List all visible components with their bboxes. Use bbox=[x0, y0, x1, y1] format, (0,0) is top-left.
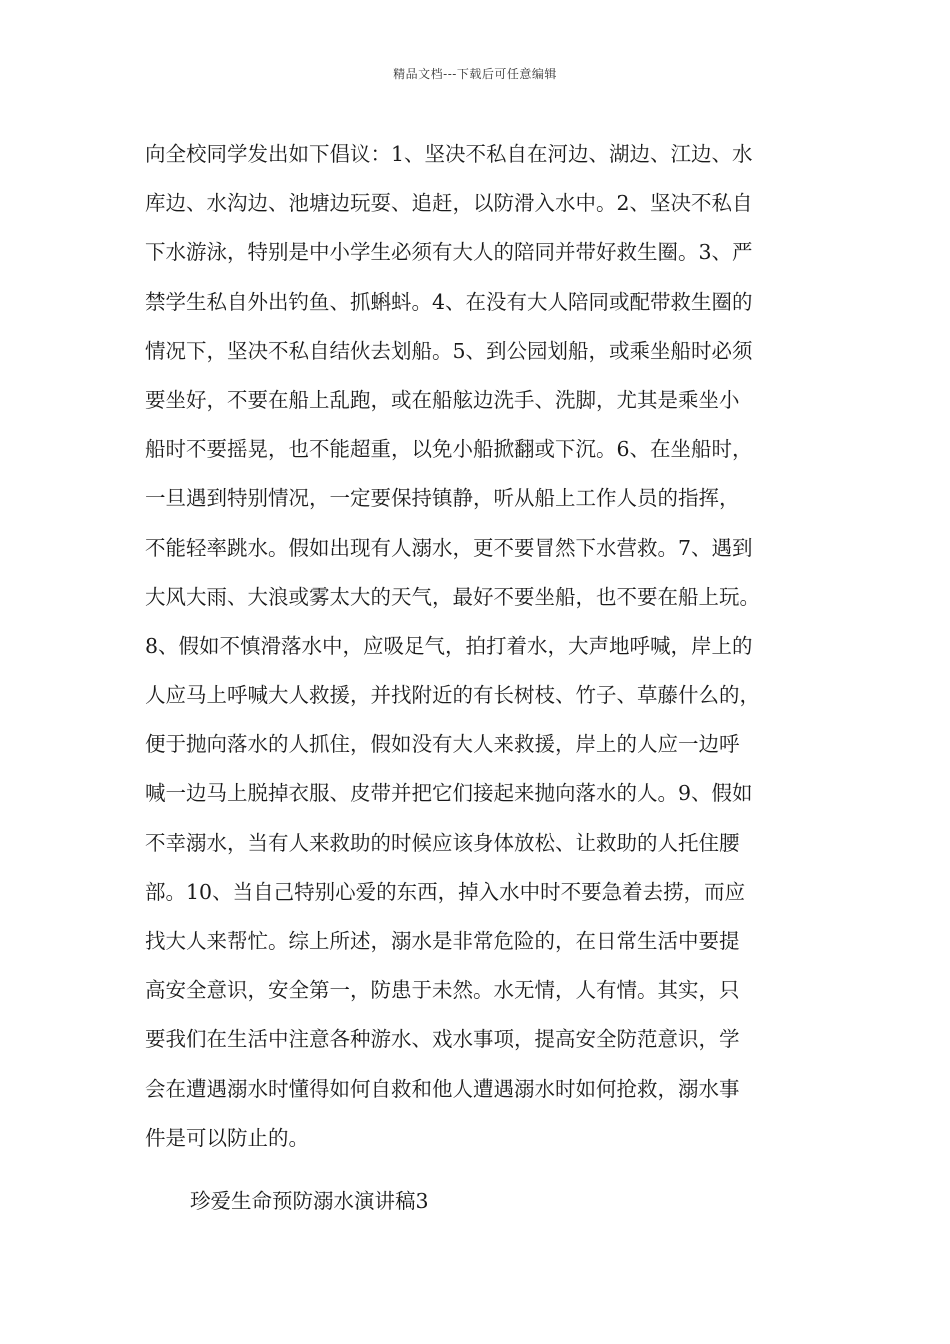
body-line: 禁学生私自外出钓鱼、抓蝌蚪。4、在没有大人陪同或配带救生圈的 bbox=[145, 289, 753, 314]
body-line: 船时不要摇晃，也不能超重，以免小船掀翻或下沉。6、在坐船时， bbox=[145, 437, 753, 462]
body-paragraph bbox=[145, 130, 825, 1163]
body-line: 会在遭遇溺水时懂得如何自救和他人遭遇溺水时如何抢救，溺水事 bbox=[145, 1076, 740, 1101]
body-line: 找大人来帮忙。综上所述，溺水是非常危险的，在日常生活中要提 bbox=[145, 929, 740, 953]
body-line: 喊一边马上脱掉衣服、皮带并把它们接起来抛向落水的人。9、假如 bbox=[145, 781, 753, 806]
page-header: 精品文档---下载后可任意编辑 bbox=[393, 67, 557, 81]
body-line: 一旦遇到特别情况，一定要保持镇静，听从船上工作人员的指挥， bbox=[145, 486, 740, 511]
body-line: 高安全意识，安全第一，防患于未然。水无情，人有情。其实，只 bbox=[145, 978, 740, 1003]
body-line: 便于抛向落水的人抓住，假如没有大人来救援，岸上的人应一边呼 bbox=[145, 732, 740, 757]
body-line: 8、假如不慎滑落水中，应吸足气，拍打着水，大声地呼喊，岸上的 bbox=[145, 633, 753, 658]
section-heading: 珍爱生命预防溺水演讲稿3 bbox=[190, 1189, 429, 1213]
body-line: 不幸溺水，当有人来救助的时候应该身体放松、让救助的人托住腰 bbox=[145, 830, 740, 855]
body-line: 向全校同学发出如下倡议：1、坚决不私自在河边、湖边、江边、水 bbox=[145, 142, 753, 166]
body-line: 下水游泳，特别是中小学生必须有大人的陪同并带好救生圈。3、严 bbox=[145, 240, 753, 265]
body-line: 部。10、当自己特别心爱的东西，掉入水中时不要急着去捞，而应 bbox=[145, 879, 746, 904]
body-line: 大风大雨、大浪或雾太大的天气，最好不要坐船，也不要在船上玩。 bbox=[145, 584, 760, 609]
body-line: 件是可以防止的。 bbox=[145, 1125, 309, 1150]
body-line: 要坐好，不要在船上乱跑，或在船舷边洗手、洗脚，尤其是乘坐小 bbox=[145, 387, 740, 412]
body-line: 人应马上呼喊大人救援，并找附近的有长树枝、竹子、草藤什么的， bbox=[145, 683, 760, 708]
body-line: 库边、水沟边、池塘边玩耍、追赶，以防滑入水中。2、坚决不私自 bbox=[145, 191, 753, 216]
body-line: 要我们在生活中注意各种游水、戏水事项，提高安全防范意识，学 bbox=[145, 1027, 740, 1052]
body-line: 情况下，坚决不私自结伙去划船。5、到公园划船，或乘坐船时必须 bbox=[145, 338, 753, 363]
body-line: 不能轻率跳水。假如出现有人溺水，更不要冒然下水营救。7、遇到 bbox=[145, 535, 753, 560]
